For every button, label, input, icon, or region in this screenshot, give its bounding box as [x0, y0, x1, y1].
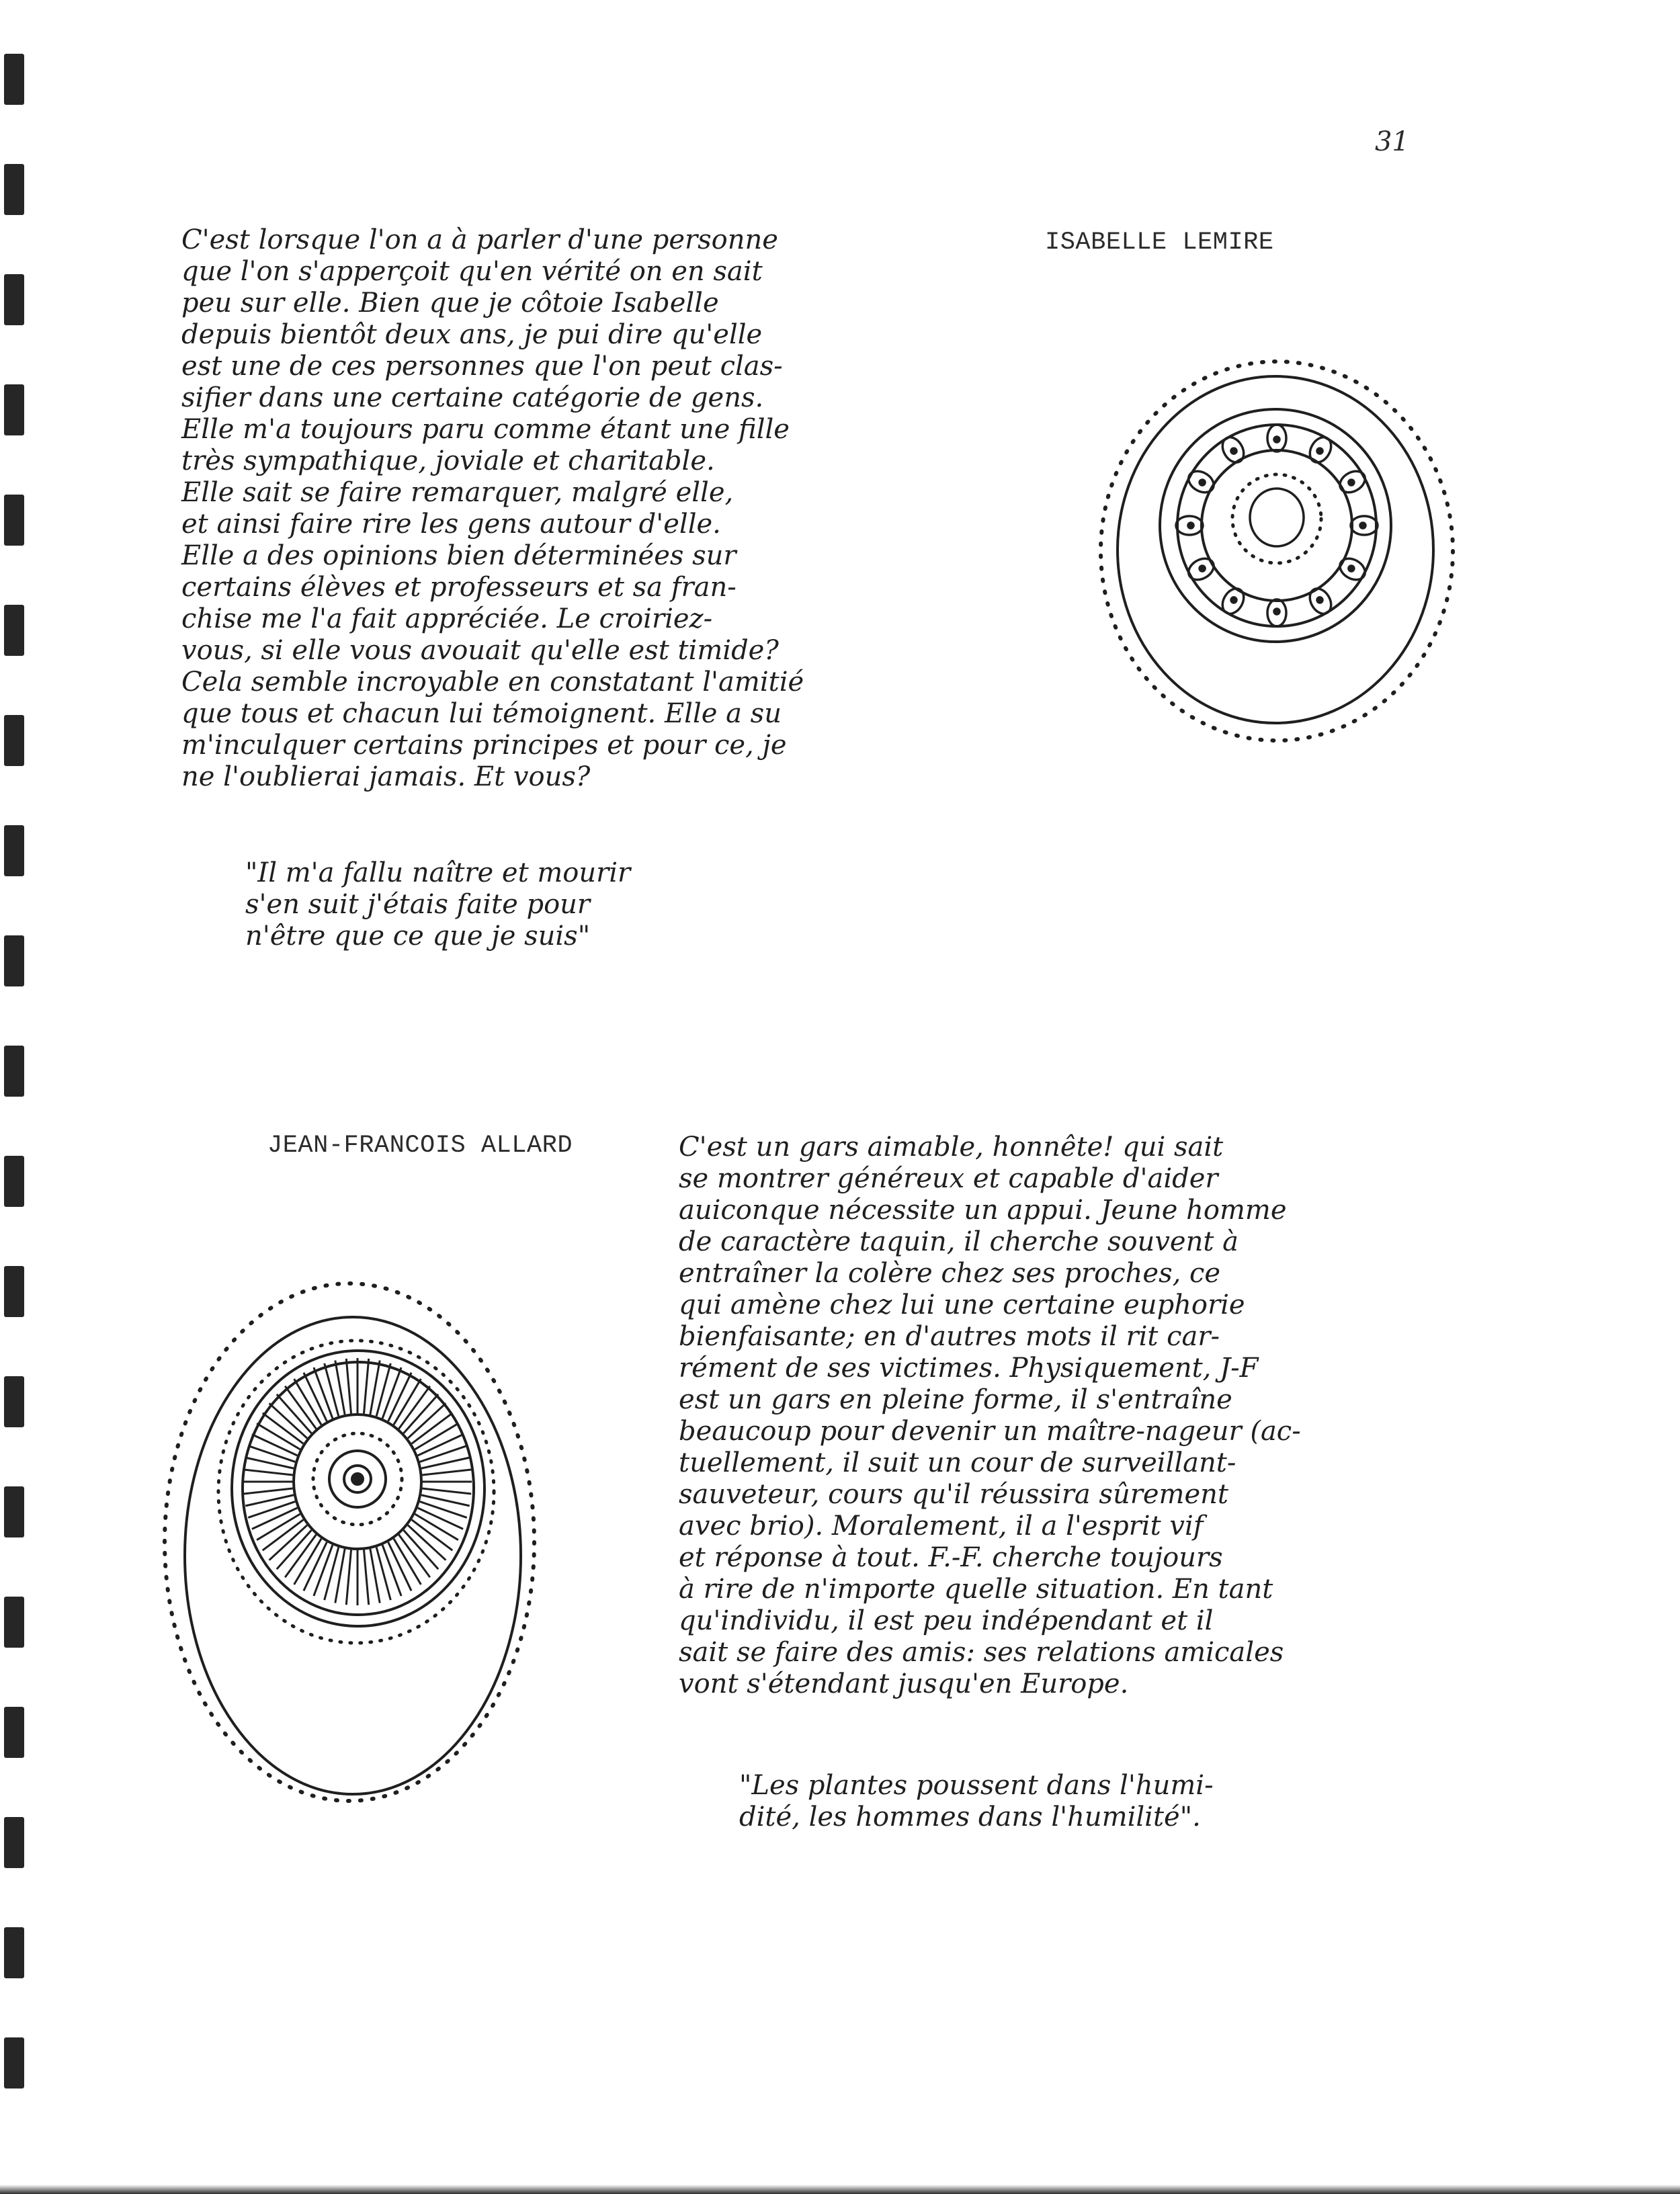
- isabelle-quote: [245, 857, 630, 952]
- text-line: depuis bientôt deux ans, je pui dire qu'elle: [181, 319, 763, 350]
- ray-line: [382, 1367, 401, 1419]
- text-line: entraîner la colère chez ses proches, ce: [679, 1258, 1221, 1289]
- text-line: C'est lorsque l'on a à parler d'une personne: [181, 224, 778, 255]
- binding-hole: [4, 164, 24, 215]
- text-line: et ainsi faire rire les gens autour d'elle.: [181, 509, 721, 540]
- text-line: C'est un gars aimable, honnête! qui sait: [679, 1132, 1224, 1163]
- text-line: rément de ses victimes. Physiquement, J-F: [679, 1353, 1259, 1384]
- petal-dot: [1231, 448, 1236, 454]
- page-bottom-edge: [0, 2185, 1680, 2194]
- isabelle-name-label: ISABELLE LEMIRE: [1045, 228, 1274, 257]
- text-line: peu sur elle. Bien que je côtoie Isabelle: [181, 288, 719, 319]
- binding-hole: [4, 1817, 24, 1868]
- binding-holes: [0, 0, 34, 2194]
- text-line: sauveteur, cours qu'il réussira sûrement: [679, 1479, 1228, 1510]
- petal-dot: [1349, 480, 1354, 485]
- ray-line: [346, 1359, 351, 1414]
- text-line: s'en suit j'étais faite pour: [245, 889, 591, 920]
- ray-line: [382, 1545, 401, 1596]
- petal-dot: [1317, 597, 1322, 603]
- isabelle-mandala-drawing-icon: [1089, 349, 1465, 753]
- ray-line: [423, 1488, 472, 1494]
- text-line: sifier dans une certaine catégorie de gens.: [181, 382, 764, 413]
- ray-line: [314, 1545, 333, 1596]
- text-line: de caractère taquin, il cherche souvent à: [679, 1226, 1238, 1257]
- jean-francois-paragraph: [679, 1132, 1301, 1700]
- binding-hole: [4, 605, 24, 656]
- text-line: à rire de n'importe quelle situation. En tant: [679, 1574, 1273, 1605]
- text-line: qui amène chez lui une certaine euphorie: [679, 1290, 1245, 1320]
- ray-line: [314, 1367, 333, 1419]
- text-line: est une de ces personnes que l'on peut clas-: [181, 351, 783, 382]
- petal-dot: [1349, 566, 1354, 571]
- binding-hole: [4, 274, 24, 325]
- ray-line: [364, 1550, 369, 1605]
- text-line: beaucoup pour devenir un maître-nageur (ac-: [679, 1416, 1301, 1447]
- ray-line: [252, 1435, 298, 1455]
- text-line: se montrer généreux et capable d'aider: [679, 1163, 1218, 1194]
- petal-dot: [1317, 448, 1322, 454]
- text-line: certains élèves et professeurs et sa fran-: [181, 572, 737, 603]
- text-line: vont s'étendant jusqu'en Europe.: [679, 1669, 1129, 1699]
- text-line: n'être que ce que je suis": [245, 921, 591, 952]
- text-line: sait se faire des amis: ses relations amicales: [679, 1637, 1284, 1668]
- text-line: bienfaisante; en d'autres mots il rit car-: [679, 1321, 1220, 1352]
- text-line: que l'on s'apperçoit qu'en vérité on en sait: [181, 256, 763, 287]
- binding-hole: [4, 384, 24, 435]
- text-line: dité, les hommes dans l'humilité".: [739, 1802, 1201, 1832]
- isabelle-paragraph: [181, 224, 804, 793]
- page-number: 31: [1375, 126, 1409, 157]
- binding-hole: [4, 1486, 24, 1537]
- petal-dot: [1200, 480, 1205, 485]
- text-line: Elle sait se faire remarquer, malgré elle,: [181, 477, 734, 508]
- ray-line: [252, 1508, 298, 1529]
- ray-line: [418, 1435, 464, 1455]
- text-line: très sympathique, joviale et charitable.: [181, 446, 715, 476]
- text-line: avec brio). Moralement, il a l'esprit vif: [679, 1511, 1204, 1542]
- text-line: et réponse à tout. F.-F. cherche toujours: [679, 1542, 1223, 1573]
- binding-hole: [4, 54, 24, 105]
- ray-line: [244, 1470, 293, 1475]
- text-line: Elle a des opinions bien déterminées sur: [181, 540, 737, 571]
- binding-hole: [4, 2037, 24, 2088]
- binding-hole: [4, 1376, 24, 1427]
- text-line: m'inculquer certains principes et pour ce, je: [181, 730, 787, 761]
- ray-line: [346, 1550, 351, 1605]
- ray-line: [418, 1508, 464, 1529]
- binding-hole: [4, 1266, 24, 1317]
- jean-francois-mandala-drawing-icon: [155, 1273, 544, 1811]
- text-line: que tous et chacun lui témoignent. Elle a su: [181, 698, 782, 729]
- petal-dot: [1188, 523, 1193, 528]
- text-line: ne l'oublierai jamais. Et vous?: [181, 761, 591, 792]
- petal-dot: [1360, 523, 1366, 528]
- binding-hole: [4, 825, 24, 876]
- petal-dot: [1274, 437, 1279, 442]
- text-line: chise me l'a fait appréciée. Le croiriez-: [181, 603, 713, 634]
- text-line: "Il m'a fallu naître et mourir: [245, 857, 631, 888]
- petal-dot: [1274, 609, 1279, 614]
- text-line: qu'individu, il est peu indépendant et il: [679, 1605, 1214, 1636]
- binding-hole: [4, 495, 24, 546]
- ray-line: [244, 1488, 293, 1494]
- binding-hole: [4, 1597, 24, 1648]
- text-line: est un gars en pleine forme, il s'entraîne: [679, 1384, 1232, 1415]
- text-line: tuellement, il suit un cour de surveillant-: [679, 1447, 1236, 1478]
- text-line: auiconque nécessite un appui. Jeune homme: [679, 1195, 1287, 1226]
- petal-dot: [1200, 566, 1205, 571]
- binding-hole: [4, 1046, 24, 1097]
- binding-hole: [4, 1927, 24, 1978]
- text-line: "Les plantes poussent dans l'humi-: [739, 1770, 1214, 1801]
- jean-francois-quote: [739, 1770, 1214, 1833]
- binding-hole: [4, 1707, 24, 1758]
- text-line: Cela semble incroyable en constatant l'amitié: [181, 667, 804, 698]
- binding-hole: [4, 715, 24, 766]
- text-line: vous, si elle vous avouait qu'elle est timide?: [181, 635, 779, 666]
- binding-hole: [4, 1156, 24, 1207]
- petal-dot: [1231, 597, 1236, 603]
- ray-line: [423, 1470, 472, 1475]
- text-line: Elle m'a toujours paru comme étant une fille: [181, 414, 790, 445]
- ray-line: [364, 1359, 369, 1414]
- binding-hole: [4, 935, 24, 986]
- jean-francois-name-label: JEAN-FRANCOIS ALLARD: [267, 1132, 573, 1160]
